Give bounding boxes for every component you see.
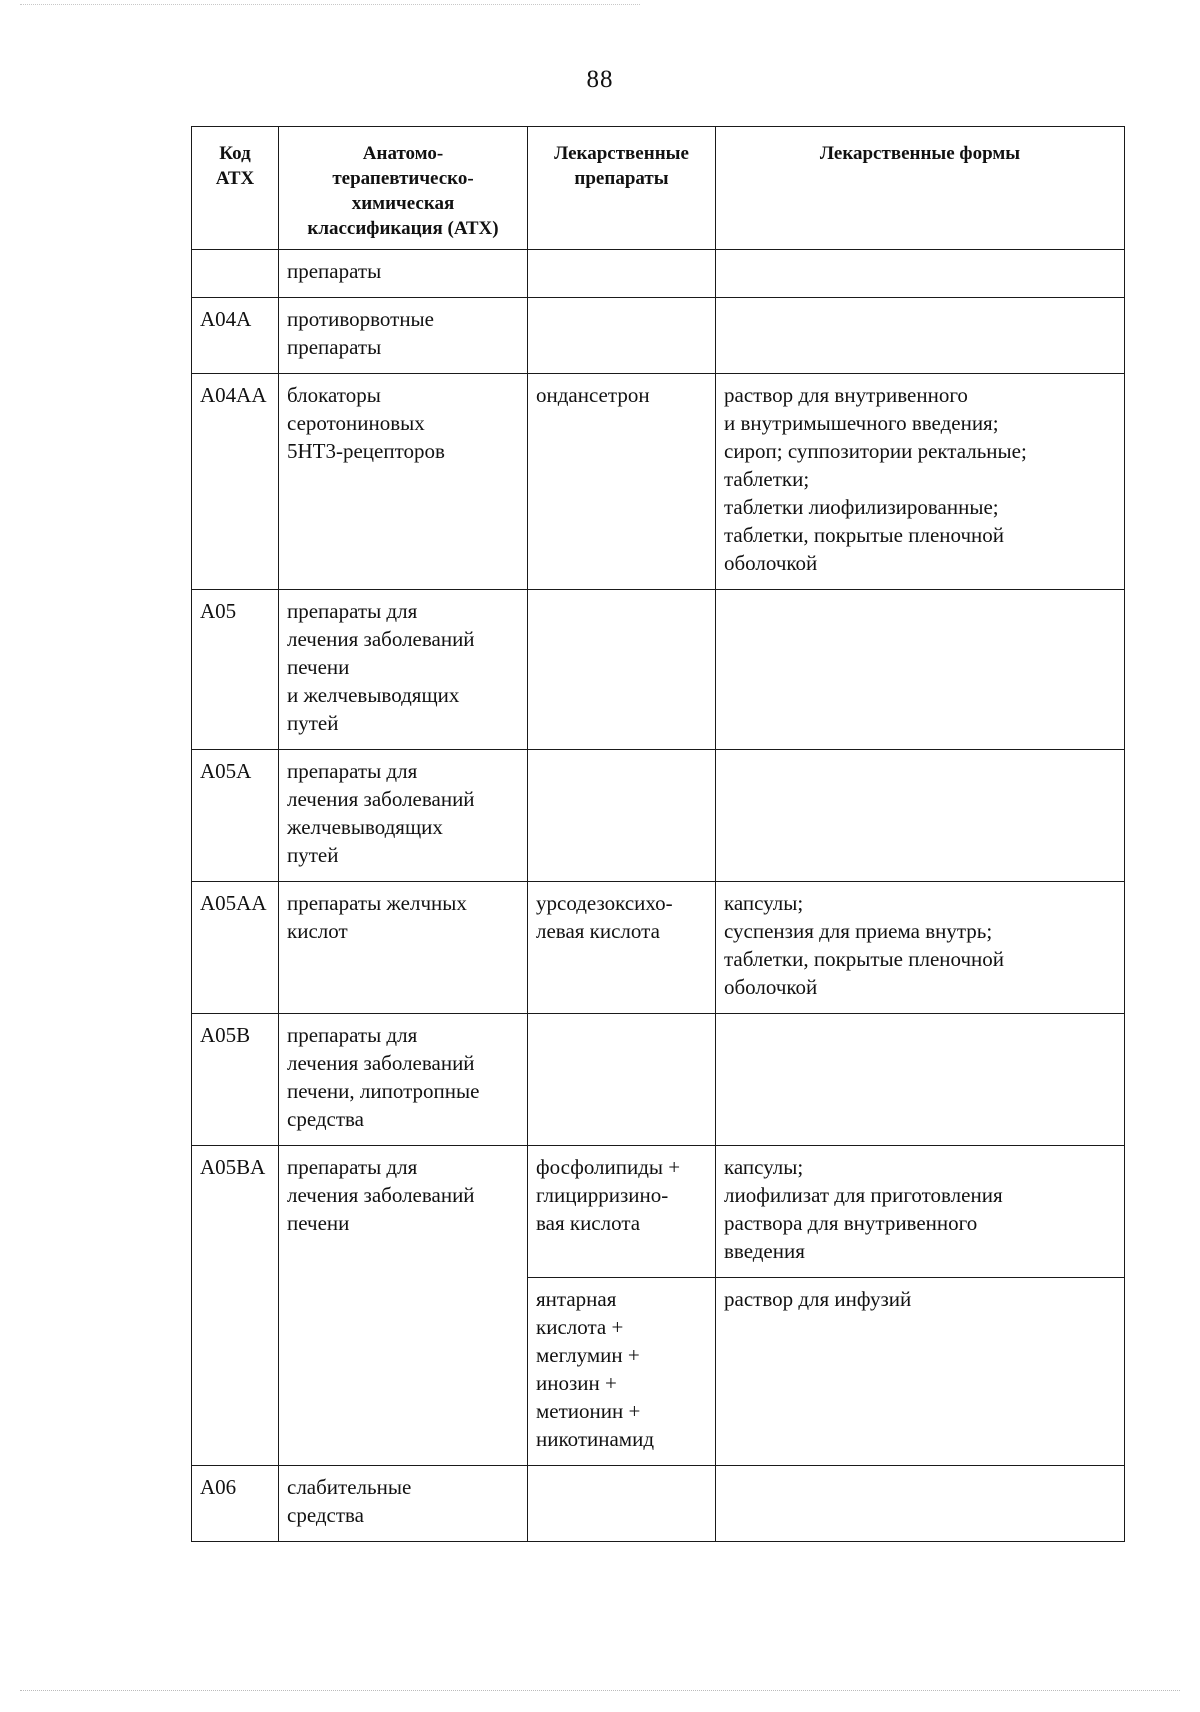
page-number: 88	[586, 66, 614, 93]
header-forms: Лекарственные формы	[716, 127, 1125, 250]
table-row	[192, 1146, 1125, 1278]
cell-classification: препараты для лечения заболеваний печени и желчевыводящих путей	[279, 590, 528, 750]
cell-code: A05	[192, 590, 279, 750]
cell-code: A05BA	[192, 1146, 279, 1466]
cell-forms: капсулы; суспензия для приема внутрь; таблетки, покрытые пленочной оболочкой	[716, 882, 1125, 1014]
table-row	[192, 1466, 1125, 1542]
cell-forms	[716, 250, 1125, 298]
cell-drugs: урсодезоксихо- левая кислота	[528, 882, 716, 1014]
cell-drugs: янтарная кислота + меглумин + инозин + метионин + никотинамид	[528, 1278, 716, 1466]
cell-drugs	[528, 750, 716, 882]
cell-forms	[716, 1014, 1125, 1146]
atc-drug-table	[191, 126, 1125, 1542]
table-row	[192, 1014, 1125, 1146]
cell-classification: слабительные средства	[279, 1466, 528, 1542]
scan-edge-marks	[20, 1690, 1180, 1693]
scan-edge-marks	[20, 4, 640, 7]
cell-code: A05A	[192, 750, 279, 882]
cell-code: A04A	[192, 298, 279, 374]
cell-classification: препараты	[279, 250, 528, 298]
table-header-row	[192, 127, 1125, 250]
cell-forms: раствор для внутривенного и внутримышечного введения; сироп; суппозитории ректальные; таблетки; таблетки лиофилизированные; таблетки, покрытые пленочной оболочкой	[716, 374, 1125, 590]
cell-drugs	[528, 298, 716, 374]
cell-drugs: фосфолипиды + глицирризино- вая кислота	[528, 1146, 716, 1278]
cell-drugs	[528, 1466, 716, 1542]
cell-code: A05AA	[192, 882, 279, 1014]
cell-classification: противорвотные препараты	[279, 298, 528, 374]
cell-drugs	[528, 590, 716, 750]
header-classification: Анатомо- терапевтическо- химическая классификация (АТХ)	[279, 127, 528, 250]
cell-drugs	[528, 250, 716, 298]
cell-forms	[716, 590, 1125, 750]
cell-drugs: ондансетрон	[528, 374, 716, 590]
cell-code	[192, 250, 279, 298]
table-row	[192, 590, 1125, 750]
cell-classification: препараты для лечения заболеваний печени	[279, 1146, 528, 1466]
cell-forms	[716, 298, 1125, 374]
table-row	[192, 374, 1125, 590]
cell-code: A04AA	[192, 374, 279, 590]
cell-classification: препараты желчных кислот	[279, 882, 528, 1014]
table-row	[192, 750, 1125, 882]
cell-drugs	[528, 1014, 716, 1146]
cell-forms	[716, 750, 1125, 882]
table-row	[192, 882, 1125, 1014]
table-row	[192, 250, 1125, 298]
cell-forms: капсулы; лиофилизат для приготовления раствора для внутривенного введения	[716, 1146, 1125, 1278]
cell-forms	[716, 1466, 1125, 1542]
cell-forms: раствор для инфузий	[716, 1278, 1125, 1466]
cell-code: A05B	[192, 1014, 279, 1146]
cell-classification: препараты для лечения заболеваний печени, липотропные средства	[279, 1014, 528, 1146]
cell-classification: препараты для лечения заболеваний желчевыводящих путей	[279, 750, 528, 882]
cell-classification: блокаторы серотониновых 5HT3-рецепторов	[279, 374, 528, 590]
header-drugs: Лекарственные препараты	[528, 127, 716, 250]
cell-code: A06	[192, 1466, 279, 1542]
header-code: Код АТХ	[192, 127, 279, 250]
table-row	[192, 298, 1125, 374]
